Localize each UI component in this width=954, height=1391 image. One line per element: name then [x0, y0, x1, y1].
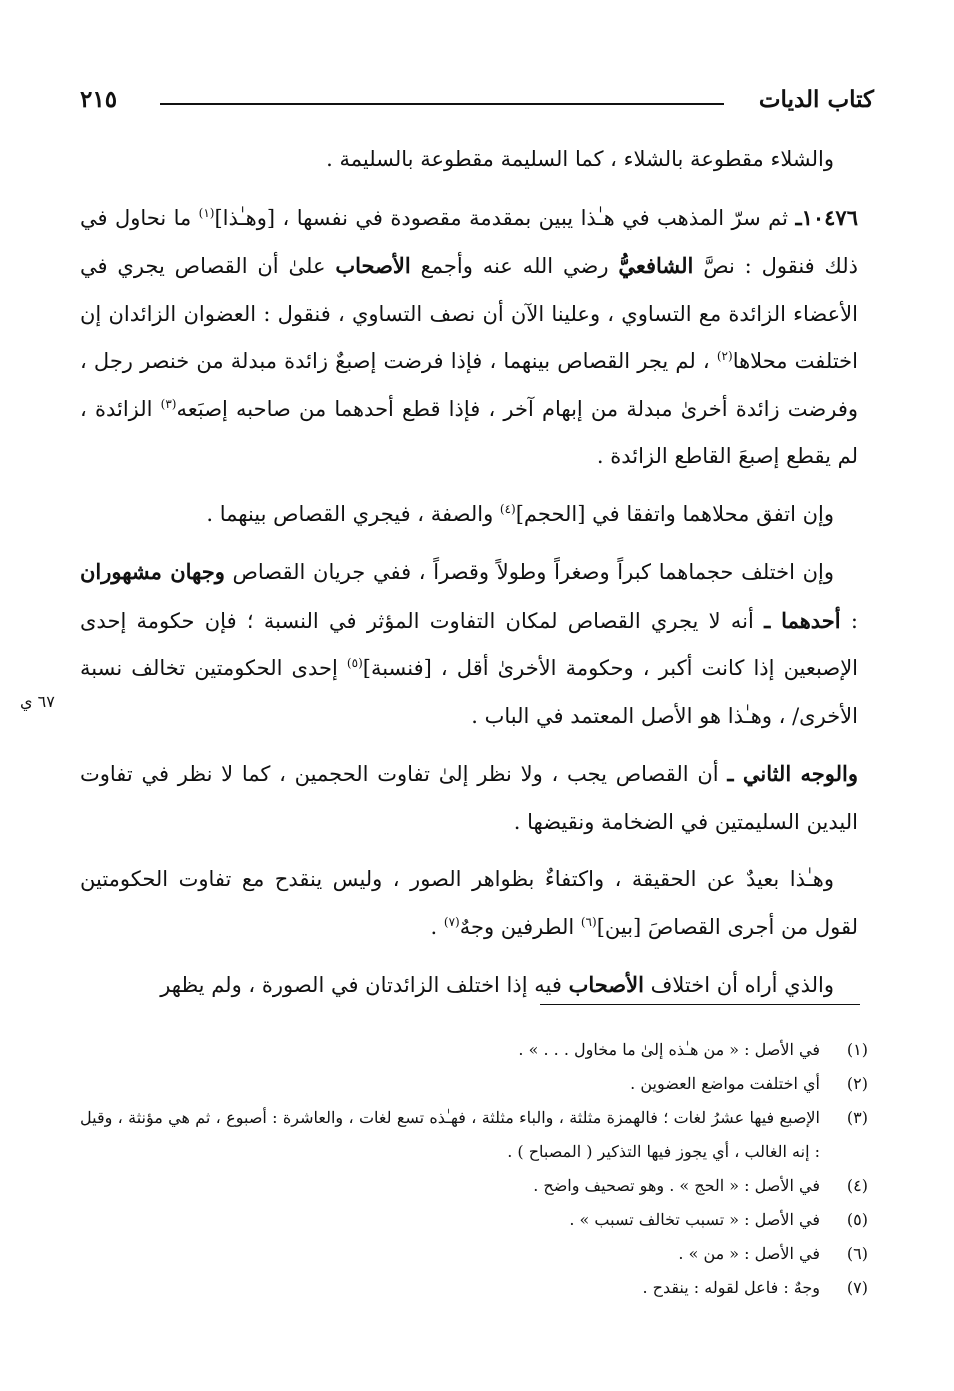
footnote-text: أي اختلفت مواضع العضوين . — [630, 1074, 820, 1093]
paragraph-text: علىٰ أن القصاص يجري في الأعضاء الزائدة مع التساوي ، وعلينا الآن أن نصف التساوي ، فنقول : العضوان الزائدان إن اختلفت محلاها — [80, 254, 858, 373]
paragraph-text: والصفة ، فيجري القصاص بينهما . — [206, 501, 500, 526]
page-header — [80, 82, 874, 122]
footnote-number: (٤) — [846, 1176, 868, 1195]
paragraph-text: وإن اختلف حجماهما كبراً وصغراً وطولاً وقصراً ، ففي جريان القصاص — [224, 560, 834, 584]
footnote-text: في الأصل : « الحج » . وهو تصحيف واضح . — [533, 1176, 820, 1195]
bold-term: الأصحاب — [335, 253, 411, 278]
footnote-number: (٣) — [846, 1108, 868, 1127]
footnote-ref: (٧) — [443, 914, 460, 929]
paragraph-text: إحدى الحكومتين تخالف نسبة الأخرى/ ، وهـٰذا هو الأصل المعتمد في الباب . — [80, 656, 858, 728]
footnote-text: في الأصل : « من هـٰذه إلىٰ ما مخاول . . . » . — [518, 1040, 820, 1059]
paragraph-text: ، لم يجر القصاص بينهما ، فإذا فرضت إصبعٌ زائدة مبدلة من خنصر رجل ، وفرضت زائدة أخرىٰ مبدلة من إبهام آخر ، فإذا قطع أحدهما من صاحبه إصبَعه — [80, 349, 859, 421]
footnote-number: (٢) — [846, 1074, 868, 1093]
footnote-item — [80, 1203, 868, 1237]
footnote-text: الإصبع فيها عشرُ لغات ؛ فالهمزة مثلثة ، والباء مثلثة ، فهـٰذه تسع لغات ، والعاشرة : أصبوع ، ثم هي مؤنثة ، وقيل : إنه الغالب ، أي يجوز فيها التذكير ( المصباح ) . — [80, 1108, 820, 1161]
main-text — [80, 136, 858, 1020]
bold-term: أحدهما ـ — [764, 607, 841, 633]
paragraph-text: أنه لا يجري القصاص لمكان التفاوت المؤثر في النسبة ؛ فإن حكومة إحدى الإصبعين إذا كانت أكبر ، وحكومة الأخرىٰ أقل ، [فنسبة] — [80, 608, 858, 680]
paragraph-text: وإن اتفق محلاهما واتفقا في [الحجم] — [515, 501, 834, 526]
paragraph-text: أن القصاص يجب ، ولا نظر إلىٰ تفاوت الحجمين ، كما لا نظر في تفاوت اليدين السليمتين في الضخامة ونقيضها . — [80, 762, 858, 834]
footnote-item — [80, 1067, 868, 1101]
paragraph-2 — [80, 194, 858, 481]
footnote-ref: (٢) — [716, 349, 733, 363]
paragraph-text: الطرفين وجهٌ — [459, 914, 581, 939]
paragraph-text: والذي أراه أن اختلاف — [643, 973, 834, 997]
footnote-number: (١) — [846, 1040, 868, 1059]
bold-term: الشافعيُّ — [618, 253, 694, 278]
paragraph-4 — [80, 548, 858, 740]
page-number: ٢١٥ — [80, 86, 118, 113]
footnote-ref: (١) — [198, 205, 215, 220]
footnote-number: (٥) — [846, 1210, 868, 1229]
chapter-title: كتاب الديات — [758, 86, 874, 113]
paragraph-5 — [80, 750, 858, 846]
bold-term: والوجه الثاني ـ — [727, 761, 859, 786]
paragraph-3 — [80, 491, 858, 539]
footnote-number: (٦) — [846, 1244, 868, 1263]
paragraph-text: رضي الله عنه وأجمع — [410, 254, 619, 278]
footnote-item — [80, 1271, 868, 1305]
paragraph-text: والشلاء مقطوعة بالشلاء ، كما السليمة مقطوعة بالسليمة . — [326, 147, 834, 171]
paragraph-text: الزائدة ، لم يقطع إصبعَ القاطع الزائدة . — [80, 396, 858, 468]
footnote-ref: (٦) — [580, 914, 597, 929]
margin-reference: ٦٧ ي — [20, 692, 55, 711]
paragraph-text: فيه إذا اختلف الزائدتان في الصورة ، ولم يظهر — [160, 973, 569, 997]
paragraph-text: ثم سرّ المذهب في هـٰذا يبين بمقدمة مقصودة في نفسها ، [وهـٰذا] — [214, 205, 788, 230]
footnote-item — [80, 1101, 868, 1169]
header-rule — [160, 103, 724, 105]
footnote-text: في الأصل : « من » . — [678, 1244, 820, 1263]
footnote-text: وجهٌ : فاعل لقوله : ينقدح . — [642, 1278, 820, 1297]
footnote-separator — [540, 1004, 860, 1005]
footnote-number: (٧) — [846, 1278, 868, 1297]
footnote-item — [80, 1169, 868, 1203]
footnotes — [80, 1033, 868, 1305]
footnote-text: في الأصل : « تسبب تخالف تسبب » . — [569, 1210, 820, 1229]
footnote-ref: (٣) — [160, 396, 177, 411]
footnote-ref: (٤) — [499, 501, 516, 516]
footnote-item — [80, 1237, 868, 1271]
footnote-ref: (٥) — [346, 656, 363, 670]
paragraph-1 — [80, 136, 858, 184]
paragraph-text: . — [430, 914, 444, 939]
bold-term: وجهان مشهوران — [80, 559, 225, 584]
entry-number: ١٠٤٧٦ـ — [795, 204, 858, 230]
paragraph-text: : — [840, 608, 858, 633]
paragraph-7 — [80, 961, 858, 1010]
paragraph-text: وهـٰذا بعيدٌ عن الحقيقة ، واكتفاءٌ بظواهر الصور ، وليس ينقدح مع تفاوت الحكومتين لقول من أجرى القصاصَ [بين] — [80, 867, 858, 939]
paragraph-text: ما نحاول في ذلك فنقول : نصَّ — [80, 205, 858, 278]
paragraph-6 — [80, 856, 858, 951]
footnote-item — [80, 1033, 868, 1067]
bold-term: الأصحاب — [568, 972, 644, 997]
